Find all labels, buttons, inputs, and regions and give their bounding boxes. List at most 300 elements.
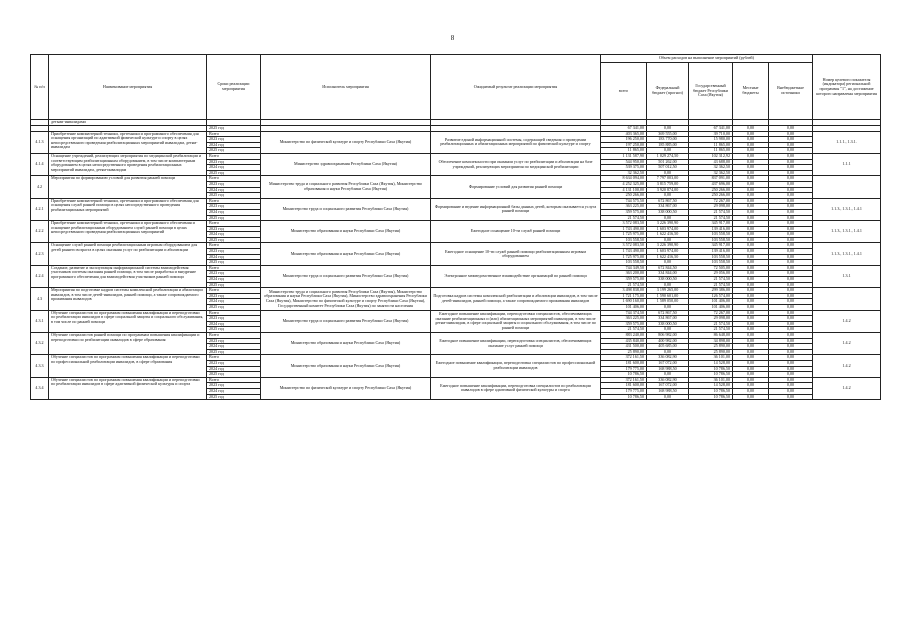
header-result: Ожидаемый результат реализации мероприятия (431, 55, 601, 120)
indicator-number: 1.1.3., 1.3.1., 1.4.1 (813, 198, 881, 220)
amount-federal: 336 082,90 (647, 377, 689, 383)
amount-offbudget: 0,00 (769, 288, 813, 294)
expected-result: Ежегодное оснащение 10-ти служб ранней помощи (431, 221, 601, 243)
period-label: 2023 год (207, 360, 261, 366)
amount-state: 29 056,00 (689, 271, 733, 277)
amount-offbudget: 0,00 (769, 193, 813, 199)
amount-state: 32 362,50 (689, 165, 733, 171)
amount-state: 10 786,50 (689, 366, 733, 372)
amount-total: 11 865,00 (601, 148, 647, 154)
expected-result: Ежегодное повышение квалификации, переподготовки специалистов, обеспечивающих оказание реабилитационных и (или) абилитационных мероприятий инвалидам, в том числе детям-инвалидам, в сфере социальной защиты и социального обслуживания, в том числе по ранней помощи (431, 310, 601, 332)
amount-local: 0,00 (733, 131, 769, 137)
amount-federal: 1 589 050,00 (647, 299, 689, 305)
amount-offbudget: 0,00 (769, 148, 813, 154)
period-label: Всего (207, 265, 261, 271)
table-row (31, 265, 881, 271)
event-name: Оснащение учреждений, реализующих мероприятия по медицинской реабилитации и соответствующим реабилитационным оборудованием, в том числе компьютерным оборудованием в целях непосредственного проведения реабилитационных мероприятий инвалидам, детям-инвалидам (49, 153, 207, 175)
amount-offbudget: 0,00 (769, 366, 813, 372)
amount-total: 3 572 083,50 (601, 221, 647, 227)
amount-offbudget: 0,00 (769, 265, 813, 271)
amount-total: 1 725 975,00 (601, 254, 647, 260)
amount-total: 363 225,00 (601, 316, 647, 322)
amount-federal: 0,00 (647, 327, 689, 333)
amount-local: 0,00 (733, 383, 769, 389)
period-label: 2025 год (207, 126, 261, 132)
amount-offbudget: 0,00 (769, 254, 813, 260)
amount-offbudget: 0,00 (769, 332, 813, 338)
amount-federal: 672 844,50 (647, 265, 689, 271)
executor: Министерство образования и науки Республики Саха (Якутия) (261, 355, 431, 377)
page-number: 8 (450, 34, 455, 42)
indicator-number: 1.4.2 (813, 377, 881, 399)
amount-federal: 0,00 (647, 126, 689, 132)
amount-total: 359 575,00 (601, 277, 647, 283)
amount-federal: 336 082,90 (647, 355, 689, 361)
indicator-number: 1.3.1 (813, 265, 881, 287)
period-label: 2023 год (207, 271, 261, 277)
amount-total: 403 365,00 (601, 131, 647, 137)
amount-federal: 0,00 (647, 372, 689, 378)
amount-local: 0,00 (733, 377, 769, 383)
table-row (31, 310, 881, 316)
amount-state: 67 341,00 (689, 126, 733, 132)
executor: Министерство образования и науки Республики Саха (Якутия) (261, 221, 431, 243)
period-label: 2023 год (207, 293, 261, 299)
expected-result: Формирование и ведение информационной базы данных детей, которым оказывается услуга ранней помощи (431, 198, 601, 220)
header-name: Наименование мероприятия (49, 55, 207, 120)
amount-offbudget: 0,00 (769, 221, 813, 227)
event-name: Оснащение служб ранней помощи реабилитационным игровым оборудованием для детей раннего возраста в целях оказания услуг по реабилитации и абилитации (49, 243, 207, 265)
executor: Министерство здравоохранения Республики Саха (Якутия) (261, 153, 431, 175)
row-number: 4.1.4 (31, 153, 49, 175)
amount-federal: 0,00 (647, 193, 689, 199)
amount-state: 345 917,00 (689, 221, 733, 227)
period-label: 2023 год (207, 338, 261, 344)
amount-total: 181 600,00 (601, 383, 647, 389)
event-name: Приобретение компьютерной техники, оргтехники и программного обеспечения для оснащения организаций по адаптивной физической культуре и спорту в целях непосредственного проведения реабилитационных мероприятий инвалидам, детям-инвалидам (49, 131, 207, 153)
period-label: Всего (207, 288, 261, 294)
amount-state: 72 505,00 (689, 265, 733, 271)
amount-local: 0,00 (733, 181, 769, 187)
amount-state: 29 098,00 (689, 204, 733, 210)
amount-local: 0,00 (733, 265, 769, 271)
period-label: 2024 год (207, 321, 261, 327)
amount-state: 86 648,00 (689, 332, 733, 338)
expected-result: Электронное межведомственное взаимодействие организаций по ранней помощи (431, 265, 601, 287)
amount-local: 0,00 (733, 170, 769, 176)
amount-state: 25 890,00 (689, 344, 733, 350)
table-body (31, 120, 881, 400)
amount-state: 39 710,00 (689, 131, 733, 137)
period-label: 2025 год (207, 215, 261, 221)
period-label: 2024 год (207, 388, 261, 394)
indicator-number: 1.1.1., 1.3.1. (813, 131, 881, 153)
amount-state: 250 266,00 (689, 193, 733, 199)
amount-local: 0,00 (733, 338, 769, 344)
period-label: 2025 год (207, 305, 261, 311)
amount-local: 0,00 (733, 198, 769, 204)
amount-federal: 672 867,50 (647, 198, 689, 204)
amount-federal: 1 590 601,00 (647, 293, 689, 299)
amount-local: 0,00 (733, 232, 769, 238)
amount-offbudget: 0,00 (769, 249, 813, 255)
expected-result: Ежегодное оснащение 10-ти служб ранней помощи реабилитационным игровым оборудованием (431, 243, 601, 265)
amount-offbudget: 0,00 (769, 126, 813, 132)
amount-offbudget: 0,00 (769, 204, 813, 210)
amount-total: 8 634 094,00 (601, 176, 647, 182)
amount-federal: 168 988,50 (647, 388, 689, 394)
expected-result: Ежегодное повышение квалификации, переподготовка специалистов, обеспечивающих оказание услуг ранней помощи (431, 332, 601, 354)
amount-offbudget: 0,00 (769, 277, 813, 283)
period-label: 2023 год (207, 249, 261, 255)
amount-state: 250 266,00 (689, 187, 733, 193)
period-label: 2025 год (207, 170, 261, 176)
amount-federal: 1 029 274,50 (647, 153, 689, 159)
amount-state: 10 786,50 (689, 394, 733, 400)
amount-state: 139 416,00 (689, 226, 733, 232)
amount-federal: 334 844,00 (647, 271, 689, 277)
amount-offbudget: 0,00 (769, 305, 813, 311)
amount-state: 101 406,00 (689, 299, 733, 305)
event-name: Обучение специалистов ранней помощи по программам повышения квалификации и переподготовки по реабилитации инвалидов в сфере образования (49, 332, 207, 354)
amount-state: 101 406,00 (689, 305, 733, 311)
amount-state: 21 574,50 (689, 215, 733, 221)
amount-federal: 3 226 390,90 (647, 243, 689, 249)
period-label: 2024 год (207, 254, 261, 260)
row-number: 4.3.3 (31, 355, 49, 377)
amount-total: 21 574,50 (601, 215, 647, 221)
amount-local: 0,00 (733, 193, 769, 199)
amount-offbudget: 0,00 (769, 170, 813, 176)
amount-state: 32 362,50 (689, 170, 733, 176)
row-number: 4.2.4 (31, 265, 49, 287)
amount-state: 14 528,00 (689, 360, 733, 366)
executor: Министерство труда и социального развития Республики Саха (Якутия) (261, 265, 431, 287)
amount-federal: 3 226 390,90 (647, 221, 689, 227)
amount-federal: 338 000,50 (647, 277, 689, 283)
period-label: 2024 год (207, 165, 261, 171)
amount-offbudget: 0,00 (769, 187, 813, 193)
amount-federal: 0,00 (647, 305, 689, 311)
amount-offbudget: 0,00 (769, 372, 813, 378)
amount-federal: 167 072,00 (647, 383, 689, 389)
amount-offbudget: 0,00 (769, 142, 813, 148)
period-label: 2023 год (207, 181, 261, 187)
amount-local: 0,00 (733, 355, 769, 361)
period-label: Всего (207, 198, 261, 204)
indicator-number: 1.4.2 (813, 355, 881, 377)
amount-federal: 806 982,00 (647, 332, 689, 338)
period-label: 2024 год (207, 277, 261, 283)
amount-total: 431 500,00 (601, 344, 647, 350)
amount-offbudget: 0,00 (769, 153, 813, 159)
amount-total: 179 775,00 (601, 366, 647, 372)
amount-federal: 1 603 974,00 (647, 249, 689, 255)
amount-offbudget: 0,00 (769, 176, 813, 182)
amount-offbudget: 0,00 (769, 159, 813, 165)
amount-total: 196 250,00 (601, 137, 647, 143)
amount-offbudget: 0,00 (769, 310, 813, 316)
header-local: Местные бюджеты (733, 63, 769, 120)
amount-state: 103 558,50 (689, 260, 733, 266)
table-row (31, 153, 881, 159)
amount-state: 21 574,50 (689, 277, 733, 283)
amount-federal: 185 885,00 (647, 142, 689, 148)
executor: Министерство труда и социального развития Республики Саха (Якутия) (261, 310, 431, 332)
amount-local: 0,00 (733, 394, 769, 400)
header-total: всего (601, 63, 647, 120)
period-label: 2025 год (207, 260, 261, 266)
amount-local: 0,00 (733, 209, 769, 215)
amount-state: 345 917,00 (689, 243, 733, 249)
period-label: 2025 год (207, 349, 261, 355)
indicator-number: 1.1.1 (813, 153, 881, 175)
amount-state: 299 386,00 (689, 288, 733, 294)
period-label: 2024 год (207, 187, 261, 193)
amount-total: 3 572 083,50 (601, 243, 647, 249)
amount-offbudget: 0,00 (769, 355, 813, 361)
row-number: 4.3 (31, 288, 49, 310)
amount-federal: 334 867,00 (647, 316, 689, 322)
executor: Министерство труда и социального развития Республики Саха (Якутия), Министерство образования и науки Республики Саха (Якутия), Министерство здравоохранения Республики Саха (Якутия), Министерство по физической культуре и спорту Республики Саха (Якутия), Государственный комитет Республики Саха (Якутия) по занятости населения (261, 288, 431, 310)
amount-state: 103 558,50 (689, 254, 733, 260)
amount-state: 29 098,00 (689, 316, 733, 322)
amount-local: 0,00 (733, 277, 769, 283)
cut-text: детьми-инвалидами (49, 120, 207, 126)
amount-federal: 0,00 (647, 170, 689, 176)
table-row (31, 221, 881, 227)
amount-federal: 0,00 (647, 260, 689, 266)
amount-local: 0,00 (733, 204, 769, 210)
amount-federal: 3 920 874,00 (647, 187, 689, 193)
amount-local: 0,00 (733, 254, 769, 260)
amount-total: 67 341,00 (601, 126, 647, 132)
amount-federal: 501 262,00 (647, 159, 689, 165)
amount-state: 10 786,50 (689, 388, 733, 394)
amount-local: 0,00 (733, 327, 769, 333)
row-number: 4.2 (31, 176, 49, 198)
indicator-number (813, 288, 881, 310)
amount-state: 25 890,00 (689, 349, 733, 355)
indicator-number: 1.1.3., 1.3.1., 1.4.1 (813, 243, 881, 265)
amount-local: 0,00 (733, 159, 769, 165)
amount-federal: 0,00 (647, 349, 689, 355)
amount-federal: 369 555,00 (647, 131, 689, 137)
table-row (31, 332, 881, 338)
expected-result: Формирование условий для развития ранней помощи (431, 176, 601, 198)
amount-state: 21 574,50 (689, 327, 733, 333)
events-table (30, 54, 881, 400)
amount-federal: 1 603 974,00 (647, 226, 689, 232)
amount-offbudget: 0,00 (769, 338, 813, 344)
amount-total: 101 406,00 (601, 305, 647, 311)
period-label: 2024 год (207, 209, 261, 215)
amount-offbudget: 0,00 (769, 344, 813, 350)
event-name: Обучение специалистов по программам повышения квалификации и переподготовки по реабилитации инвалидов в сфере адаптивной физической культуры и спорта (49, 377, 207, 399)
amount-total: 4 252 325,00 (601, 181, 647, 187)
amount-local: 0,00 (733, 176, 769, 182)
executor: Министерство труда и социального развития Республики Саха (Якутия) (261, 198, 431, 220)
amount-federal: 400 982,00 (647, 338, 689, 344)
amount-local: 0,00 (733, 305, 769, 311)
table-row (31, 243, 881, 249)
amount-state: 837 091,00 (689, 176, 733, 182)
period-label: Всего (207, 243, 261, 249)
period-label: Всего (207, 377, 261, 383)
amount-offbudget: 0,00 (769, 282, 813, 288)
table-row (31, 377, 881, 383)
event-name: Мероприятия по формированию условий для развития ранней помощи (49, 176, 207, 198)
amount-local: 0,00 (733, 288, 769, 294)
executor: Министерство труда и социального развития Республики Саха (Якутия), Министерство образования и науки Республики Саха (Якутия) (261, 176, 431, 198)
period-label: 2023 год (207, 159, 261, 165)
amount-local: 0,00 (733, 187, 769, 193)
indicator-number: 1.4.2 (813, 310, 881, 332)
amount-state: 36 101,00 (689, 355, 733, 361)
amount-state: 36 101,00 (689, 377, 733, 383)
amount-total: 4 131 100,00 (601, 187, 647, 193)
period-label: Всего (207, 153, 261, 159)
event-name: Приобретение компьютерной техники, оргтехники и программного обеспечения и оснащение реабилитационным оборудованием служб ранней помощи в целях непосредственного проведения реабилитационных мероприятий (49, 221, 207, 243)
amount-offbudget: 0,00 (769, 198, 813, 204)
amount-local: 0,00 (733, 215, 769, 221)
amount-offbudget: 0,00 (769, 260, 813, 266)
amount-total: 883 240,00 (601, 332, 647, 338)
amount-total: 1 690 160,00 (601, 299, 647, 305)
indicator-number (813, 176, 881, 198)
amount-local: 0,00 (733, 249, 769, 255)
amount-local: 0,00 (733, 310, 769, 316)
period-label: Всего (207, 131, 261, 137)
amount-offbudget: 0,00 (769, 131, 813, 137)
amount-local: 0,00 (733, 344, 769, 350)
amount-total: 744 575,50 (601, 198, 647, 204)
amount-total: 372 161,50 (601, 377, 647, 383)
period-label: 2025 год (207, 394, 261, 400)
expected-result: Ежегодное повышение квалификации, переподготовка специалистов по реабилитации инвалидов в сфере адаптивной физической культуры и спорта (431, 377, 601, 399)
amount-total: 25 890,00 (601, 349, 647, 355)
period-label: 2023 год (207, 383, 261, 389)
amount-offbudget: 0,00 (769, 293, 813, 299)
executor: Министерство по физической культуре и спорту Республики Саха (Якутия) (261, 377, 431, 399)
expected-result: Ежегодное повышение квалификации, переподготовка специалистов по профессиональной реабилитации инвалидов (431, 355, 601, 377)
amount-state: 103 558,50 (689, 237, 733, 243)
period-label: Всего (207, 221, 261, 227)
header-state: Государственный бюджет Республики Саха (Якутия) (689, 63, 733, 120)
event-name: Обучение специалистов по программам повышения квалификации и переподготовки по профессиональной реабилитации инвалидов, в сфере образования (49, 355, 207, 377)
header-executor: Исполнитель мероприятия (261, 55, 431, 120)
amount-offbudget: 0,00 (769, 243, 813, 249)
amount-state: 126 574,00 (689, 293, 733, 299)
amount-state: 11 865,00 (689, 148, 733, 154)
amount-state: 103 558,50 (689, 232, 733, 238)
period-label: 2025 год (207, 148, 261, 154)
period-label: 2025 год (207, 372, 261, 378)
period-label: 2024 год (207, 232, 261, 238)
period-label: 2023 год (207, 137, 261, 143)
header-period: Сроки реализации мероприятия (207, 55, 261, 120)
amount-offbudget: 0,00 (769, 349, 813, 355)
executor: Министерство образования и науки Республики Саха (Якутия) (261, 332, 431, 354)
period-label: Всего (207, 355, 261, 361)
amount-local: 0,00 (733, 142, 769, 148)
event-name: Создание, развитие и эксплуатация информационной системы взаимодействия участников системы оказания ранней помощи, в том числе разработка и внедрение программного обеспечения для взаимодействия участников ранней помощи (49, 265, 207, 287)
amount-state: 15 980,00 (689, 137, 733, 143)
amount-total: 544 950,00 (601, 159, 647, 165)
period-label: 2024 год (207, 142, 261, 148)
amount-local: 0,00 (733, 332, 769, 338)
amount-local: 0,00 (733, 372, 769, 378)
period-label: 2023 год (207, 226, 261, 232)
indicator-number: 1.4.2 (813, 332, 881, 354)
amount-federal: 3 815 759,00 (647, 181, 689, 187)
amount-offbudget: 0,00 (769, 360, 813, 366)
amount-local: 0,00 (733, 165, 769, 171)
amount-total: 363 225,00 (601, 204, 647, 210)
amount-federal: 3 199 265,00 (647, 288, 689, 294)
amount-state: 102 312,92 (689, 153, 733, 159)
amount-state: 72 267,00 (689, 198, 733, 204)
amount-federal: 0,00 (647, 394, 689, 400)
event-name: Приобретение компьютерной техники, оргтехники и программного обеспечения для оснащения служб ранней помощи в целях непосредственного проведения реабилитационных мероприятий (49, 198, 207, 220)
header-indicator: Номер целевого показателя (индикатора) региональной программы "1", на достижение которого направлены мероприятия (813, 55, 881, 120)
amount-total: 435 840,00 (601, 338, 647, 344)
table-row (31, 355, 881, 361)
expected-result: Развитие единой информационной системы, содержащей сведения о проведении реабилитационных и абилитационных мероприятий по физической культуре и спорту (431, 131, 601, 153)
amount-state: 34 898,00 (689, 338, 733, 344)
amount-federal: 0,00 (647, 237, 689, 243)
period-label: 2025 год (207, 327, 261, 333)
amount-total: 744 374,50 (601, 310, 647, 316)
amount-local: 0,00 (733, 366, 769, 372)
amount-offbudget: 0,00 (769, 271, 813, 277)
amount-total: 250 266,00 (601, 193, 647, 199)
amount-state: 43 688,00 (689, 159, 733, 165)
amount-state: 11 865,00 (689, 142, 733, 148)
amount-total: 744 349,50 (601, 265, 647, 271)
amount-federal: 1 622 416,50 (647, 254, 689, 260)
row-number: 4.3.1 (31, 310, 49, 332)
amount-total: 539 375,00 (601, 165, 647, 171)
amount-total: 363 200,00 (601, 271, 647, 277)
amount-local: 0,00 (733, 388, 769, 394)
table-row (31, 198, 881, 204)
amount-total: 359 575,00 (601, 321, 647, 327)
amount-local: 0,00 (733, 282, 769, 288)
amount-total: 1 131 587,90 (601, 153, 647, 159)
amount-federal: 338 000,50 (647, 209, 689, 215)
amount-total: 1 725 975,00 (601, 232, 647, 238)
period-label: Всего (207, 332, 261, 338)
amount-offbudget: 0,00 (769, 388, 813, 394)
amount-total: 372 161,50 (601, 355, 647, 361)
amount-total: 21 574,50 (601, 282, 647, 288)
amount-offbudget: 0,00 (769, 137, 813, 143)
event-name: Мероприятия по подготовке кадров системы комплексной реабилитации и абилитации инвалидов, в том числе детей-инвалидов, ранней помощи, а также сопровождаемого проживания инвалидов (49, 288, 207, 310)
executor: Министерство образования и науки Республики Саха (Якутия) (261, 243, 431, 265)
amount-federal: 1 622 416,50 (647, 232, 689, 238)
header-funding-group: Объем расходов на выполнение мероприятий (рублей) (601, 55, 813, 63)
amount-total: 32 362,50 (601, 170, 647, 176)
period-label: 2023 год (207, 204, 261, 210)
amount-federal: 0,00 (647, 282, 689, 288)
row-number: 4.1.3 (31, 131, 49, 153)
amount-local: 0,00 (733, 271, 769, 277)
amount-offbudget: 0,00 (769, 327, 813, 333)
amount-offbudget: 0,00 (769, 232, 813, 238)
amount-federal: 0,00 (647, 215, 689, 221)
amount-offbudget: 0,00 (769, 209, 813, 215)
